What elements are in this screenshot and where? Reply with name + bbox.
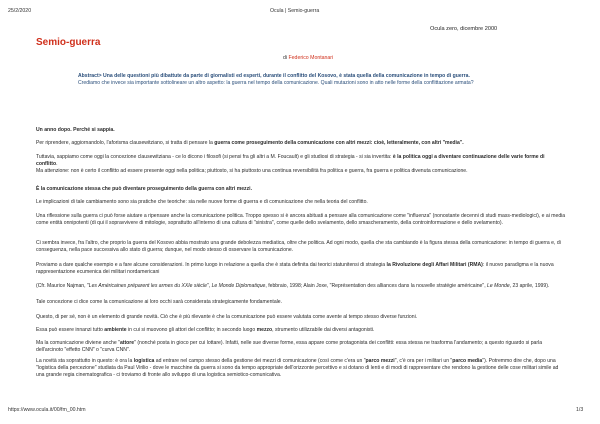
text-run: (Cfr. Maurice Najman, " — [36, 283, 89, 289]
text-run: Per riprendere, aggiornandolo, l'aforisma clausewitziano, si tratta di pensare la — [36, 140, 215, 146]
text-run: , strumento utilizzabile dai diversi antagonisti. — [272, 327, 375, 333]
emphasis-text: guerra come proseguimento della comunicazione con altri mezzi: cioè, letteralmente, con altri "media". — [214, 140, 464, 146]
text-run: Proviamo a dare qualche esempio e a fare alcune considerazioni. In primo luogo in relazione a quella che è stata definita dai teorici statunitensi di strategia — [36, 262, 387, 268]
emphasis-text: parco media — [452, 358, 483, 364]
text-run: , febbraio, 1998; Alain Joxe, "Représentation des alliances dans la nouvelle stratégie américaine", — [265, 283, 488, 289]
paragraph: Ci sembra invece, fra l'altro, che proprio la guerra del Kosovo abbia mostrato una grande debolezza mediatica, oltre che politica. Ad ogni modo, quella che sta cambiando è la figura stessa della comunicazione: in tempo di guerra e, di conseguenza, nella pace successiva allo stato di guerra; dunque, nel modo stesso di osservare la comunicazione. — [36, 240, 561, 253]
text-run: Ma la comunicazione diviene anche " — [36, 340, 120, 346]
citation-paragraph — [36, 283, 566, 290]
italic-text: Les Américaines préparent les armes du XXIe siècle — [88, 283, 207, 289]
abstract-body: Crediamo che invece sia importante sottolineare un altro aspetto: la guerra nel tempo della comunicazione. Quali mutazioni sono in atto nelle forme della conflittazione armata? — [78, 79, 474, 86]
paragraph: Una riflessione sulla guerra ci può forse aiutare a ripensare anche la comunicazione politica. Troppo spesso si è ancora abituati a pensare alla comunicazione come "influenza" (nonostante decenni di studi mass-mediologici), e ai media come entità onnipotenti (di qui il sopravvivere di mitologie, soprattutto all'interno di una cultura di "sinistra", come quelle dello svelamento, dello smascheramento, della controinformazione e dello svelamento). — [36, 213, 566, 226]
emphasis-text: parco mezzi — [365, 358, 395, 364]
paragraph — [36, 327, 566, 334]
byline — [283, 55, 333, 61]
paragraph — [36, 140, 566, 147]
author-link[interactable]: Federico Montanari — [288, 55, 334, 61]
paragraph — [36, 340, 566, 354]
text-run: ", — [206, 283, 212, 289]
emphasis-text: ambiente — [104, 327, 127, 333]
print-page-number: 1/3 — [576, 407, 584, 413]
text-run: . — [56, 160, 58, 167]
italic-text: Le Monde — [487, 283, 510, 289]
page-title: Semio-guerra — [36, 37, 101, 48]
text-run: La novità sta soprattutto in questo: è ora la — [36, 358, 134, 364]
print-url: https://www.ocula.it/00/fm_00.htm — [8, 407, 86, 413]
emphasis-text: logistica — [133, 358, 155, 364]
paragraph: Tale concezione ci dice come la comunicazione ai loro occhi sarà considerata strategicamente fondamentale. — [36, 299, 283, 305]
text-run: Essa può essere innanzi tutto — [36, 327, 105, 333]
paragraph — [36, 262, 566, 276]
text-run: ", c'è ora per i militari un " — [394, 358, 453, 364]
print-date: 25/2/2020 — [8, 8, 32, 14]
emphasis-text: è la politica oggi a diventare continuazione delle varie forme di conflitto — [36, 154, 545, 167]
text-run: ad entrare nel campo stesso della gestione dei mezzi di comunicazione (così come c'era un " — [154, 358, 366, 364]
text-run: "). Potremmo dire che, dopo una "logistica della percezione" studiata da Paul Virilio - dove le macchine da guerra si sono da tempo appropriate dell'orizzonte percettivo e si dotano di lenti e di modi di rappresentare che rendono la gestione delle cose militari simile ad una grande regia cinematografica - ci troviamo di fronte allo sviluppo di una logistica semiotico-comunicativa. — [36, 358, 559, 378]
emphasis-text: mezzo — [256, 327, 273, 333]
emphasis-text: attore — [119, 340, 135, 346]
byline-prefix: di — [283, 55, 288, 61]
section-heading-1: Un anno dopo. Perché si sappia. — [36, 127, 115, 133]
print-page-title: Ocula | Semio-guerra — [270, 8, 320, 14]
paragraph: Questo, di per sé, non è un elemento di grande novità. Ciò che è più rilevante è che la comunicazione può essere valutata come avente al tempo stesso diverse funzioni. — [36, 314, 418, 320]
issue-label: Ocula zero, dicembre 2000 — [430, 26, 498, 32]
paragraph — [36, 154, 566, 168]
text-run: : il nuovo paradigma e la nuova rappresentazione ecumenica dei militari nordamericani — [36, 262, 554, 275]
section-heading-2: È la comunicazione stessa che può diventare proseguimento della guerra con altri mezzi. — [36, 186, 252, 192]
text-run: in cui si muovono gli attori del conflitto; in secondo luogo — [126, 327, 257, 333]
text-run: Tuttavia, sappiamo come oggi la concezione clausewitziana - ce lo dicono i filosofi (si pensi fra gli altri a M. Foucault) e gli studiosi di strategia - si sia invertita: — [36, 154, 393, 160]
text-run: " (nonché posta in gioco per cui lottare). Infatti, nelle sue diverse forme, essa appare come protagonista dei conflitti: essa stessa ne trasforma l'andamento; a questo riguardo si parla dell'arcinoto "effetto CNN" o "curva CNN". — [36, 340, 543, 353]
paragraph: Ma attenzione: non è certo il conflitto ad essere presente oggi nella politica; piuttosto, si ha piuttosto una continua reversibilità fra politica e guerra, fra guerra e politica divenuta comunicazione. — [36, 168, 468, 174]
paragraph: Le implicazioni di tale cambiamento sono sia pratiche che teoriche: sia nelle nuove forme di guerra e di comunicazione che nella teoria del conflitto. — [36, 199, 368, 205]
italic-text: Le Monde Diplomatique — [211, 283, 266, 289]
emphasis-text: la Rivoluzione degli Affari Militari (RMA) — [386, 262, 483, 268]
paragraph — [36, 358, 566, 379]
text-run: , 23 aprile, 1999). — [509, 283, 550, 289]
abstract — [78, 73, 566, 87]
abstract-lead: Abstract> Una delle questioni più dibattute da parte di giornalisti ed esperti, durante il conflitto del Kosovo, è stata quella della comunicazione in tempo di guerra. — [78, 73, 470, 79]
